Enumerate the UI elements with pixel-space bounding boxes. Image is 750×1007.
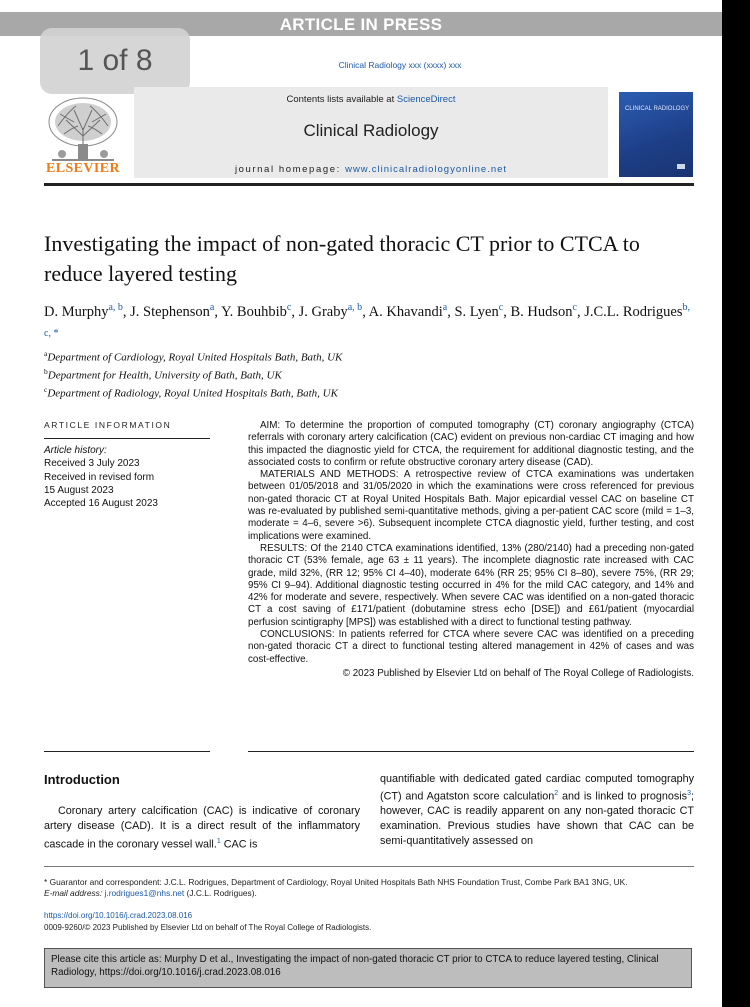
article-information-heading: ARTICLE INFORMATION bbox=[44, 420, 172, 430]
page-counter-badge: 1 of 8 bbox=[40, 28, 190, 94]
author-name[interactable]: Y. Bouhbib bbox=[221, 303, 287, 320]
history-line: 15 August 2023 bbox=[44, 484, 114, 496]
abstract bbox=[248, 420, 694, 680]
history-line: Accepted 16 August 2023 bbox=[44, 498, 158, 510]
author-affiliation-mark[interactable]: a bbox=[442, 302, 448, 313]
affiliation-list bbox=[44, 347, 694, 401]
abstract-methods: MATERIALS AND METHODS: A retrospective review of CTCA examinations was undertaken between 01/05/2018 and 31/05/2020 in which the examinations were cross referenced for previous non-gated thoracic CT at Royal United Hospitals Bath. Major epicardial vessel CAC on baseline CT was re-evaluated by published semi-quantitative methods, giving a per-patient CAC score (mild = 1–3, moderate = 4–6, severe >6). Subsequent incomplete CTCA diagnostic yield, further testing, and cost implications were examined. bbox=[248, 469, 694, 542]
author-name[interactable]: B. Hudson bbox=[510, 303, 573, 320]
affiliation-text: Department of Cardiology, Royal United Hospitals Bath, Bath, UK bbox=[47, 351, 343, 364]
history-line: Received in revised form bbox=[44, 471, 155, 483]
author-separator: , bbox=[214, 303, 222, 320]
affiliation-item bbox=[44, 347, 694, 365]
abstract-copyright: © 2023 Published by Elsevier Ltd on behalf of The Royal College of Radiologists. bbox=[342, 667, 694, 679]
author-affiliation-mark[interactable]: a, b bbox=[108, 302, 123, 313]
abstract-aim: AIM: To determine the proportion of computed tomography (CT) coronary angiography (CTCA) referrals with coronary artery calcification (CAC) evident on previous non-cardiac CT imaging and how this impacted the diagnostic yield for CTCA, the requirement for additional diagnostic testing, and the associated costs to confirm or refute obstructive coronary artery disease (CAD). bbox=[248, 420, 694, 468]
journal-name: Clinical Radiology bbox=[303, 121, 439, 140]
author-separator: , bbox=[122, 303, 131, 320]
author-separator: , bbox=[362, 303, 369, 320]
reference-link[interactable]: 3 bbox=[687, 789, 691, 797]
introduction-column-2: quantifiable with dedicated gated cardiac computed tomography (CT) and Agatston score calculation$^2$ and is linked to prognosis$^3$; however, CAC is readily apparent on any non-gated thoracic CT examination. Previous studies have shown that CAC can be semi-quantitatively assessed on bbox=[380, 773, 694, 847]
abstract-rule bbox=[248, 751, 694, 752]
article-title: Investigating the impact of non-gated thoracic CT prior to CTCA to reduce layered testing bbox=[44, 231, 640, 286]
reference-link[interactable]: 1 bbox=[216, 838, 221, 845]
author-affiliation-mark[interactable]: c bbox=[286, 302, 292, 313]
citation-box: Please cite this article as: Murphy D et al., Investigating the impact of non-gated thoracic CT prior to CTCA to reduce layered testing, Clinical Radiology, https://doi.org/10.1016/j.crad.2023.08.016 bbox=[44, 948, 692, 988]
affiliation-text: Department for Health, University of Bath, Bath, UK bbox=[47, 369, 282, 382]
journal-homepage-link[interactable]: www.clinicalradiologyonline.net bbox=[345, 164, 508, 175]
history-line: Received 3 July 2023 bbox=[44, 458, 140, 470]
author-name[interactable]: A. Khavandi bbox=[368, 303, 443, 320]
journal-reference: Clinical Radiology xxx (xxxx) xxx bbox=[338, 60, 462, 70]
author-name[interactable]: D. Murphy bbox=[44, 303, 109, 320]
author-name[interactable]: J. Graby bbox=[298, 303, 348, 320]
email-link[interactable]: j.rodrigues1@nhs.net bbox=[104, 888, 185, 898]
issn-copyright: 0009-9260/© 2023 Published by Elsevier Ltd on behalf of The Royal College of Radiologists. bbox=[44, 923, 372, 932]
abstract-results: RESULTS: Of the 2140 CTCA examinations identified, 13% (280/2140) had a preceding non-gated thoracic CT (53% female, age 63 ± 11 years). The incomplete diagnostic rate increased with CAC grade, mild 32%, (RR 12; 95% CI 4–40), moderate 64% (RR 25; 95% CI 8–80), severe 75%, (RR 29; 95% CI 9–94). Additional diagnostic testing occurred in 4% for the mild CAC category, and 14% and 42% for moderate and severe, respectively. When severe CAC was identified on a non-gated thoracic CT a cost saving of £171/patient (dobutamine stress echo [DSE]) and £61/patient (myocardial perfusion scintigraphy [MPS]) was established with a direct to functional testing pathway. bbox=[248, 542, 694, 628]
email-line: E-mail address: j.rodrigues1@nhs.net (J.C.L. Rodrigues). bbox=[44, 888, 257, 898]
introduction-column-1: Coronary artery calcification (CAC) is indicative of coronary artery disease (CAD). It is a direct result of the inflammatory cascade in the coronary vessel wall.$^1$ CAC is bbox=[44, 805, 360, 851]
author-affiliation-mark[interactable]: c bbox=[572, 302, 577, 313]
author-affiliation-mark[interactable]: c bbox=[498, 302, 504, 313]
journal-homepage: journal homepage: www.clinicalradiologyonline.net bbox=[234, 164, 508, 175]
author-affiliation-mark[interactable]: a, b bbox=[347, 302, 363, 313]
article-history bbox=[44, 444, 214, 510]
info-rule-bottom bbox=[44, 751, 210, 752]
author-separator: , bbox=[503, 303, 511, 320]
author-name[interactable]: J.C.L. Rodrigues bbox=[584, 303, 683, 320]
introduction-heading: Introduction bbox=[44, 772, 120, 787]
affiliation-mark: c bbox=[44, 385, 48, 395]
author-separator: , bbox=[447, 303, 455, 320]
correspondence-footnote bbox=[44, 877, 694, 899]
viewer-edge bbox=[722, 0, 750, 1007]
info-rule-top bbox=[44, 438, 210, 439]
correspondence-text: * Guarantor and correspondent: J.C.L. Rodrigues, Department of Cardiology, Royal United Hospitals Bath NHS Foundation Trust, Combe Park BA1 3NG, UK. bbox=[44, 877, 628, 887]
reference-link[interactable]: 2 bbox=[554, 789, 559, 797]
author-separator: , bbox=[576, 303, 585, 320]
history-label: Article history: bbox=[44, 445, 107, 456]
author-separator: , bbox=[291, 303, 299, 320]
author-name[interactable]: J. Stephenson bbox=[130, 303, 210, 320]
header-rule bbox=[44, 183, 694, 186]
cover-badge bbox=[677, 164, 685, 169]
affiliation-item bbox=[44, 383, 694, 401]
affiliation-mark: b bbox=[44, 367, 48, 377]
abstract-conclusions: CONCLUSIONS: In patients referred for CTCA where severe CAC was identified on a preceding non-gated thoracic CT a direct to functional testing altered management in 42% of cases and was cost-effective. bbox=[248, 629, 694, 665]
doi-link[interactable]: https://doi.org/10.1016/j.crad.2023.08.016 bbox=[44, 911, 193, 920]
cover-title: CLINICAL RADIOLOGY bbox=[625, 106, 690, 112]
affiliation-mark: a bbox=[44, 349, 48, 358]
footnote-rule bbox=[44, 866, 694, 867]
affiliation-item bbox=[44, 365, 694, 383]
author-affiliation-mark[interactable]: a bbox=[209, 302, 215, 313]
sciencedirect-link[interactable]: ScienceDirect bbox=[396, 94, 456, 105]
author-list bbox=[44, 297, 694, 349]
contents-availability: Contents lists available at ScienceDirect bbox=[286, 94, 456, 105]
author-name[interactable]: S. Lyen bbox=[454, 303, 499, 320]
author-affiliation-mark[interactable]: b, c, * bbox=[44, 302, 690, 339]
journal-cover-thumbnail bbox=[619, 92, 693, 177]
affiliation-text: Department of Radiology, Royal United Hospitals Bath, Bath, UK bbox=[47, 387, 338, 400]
elsevier-wordmark: ELSEVIER bbox=[45, 161, 120, 176]
article-in-press-banner: ARTICLE IN PRESS bbox=[0, 12, 722, 36]
